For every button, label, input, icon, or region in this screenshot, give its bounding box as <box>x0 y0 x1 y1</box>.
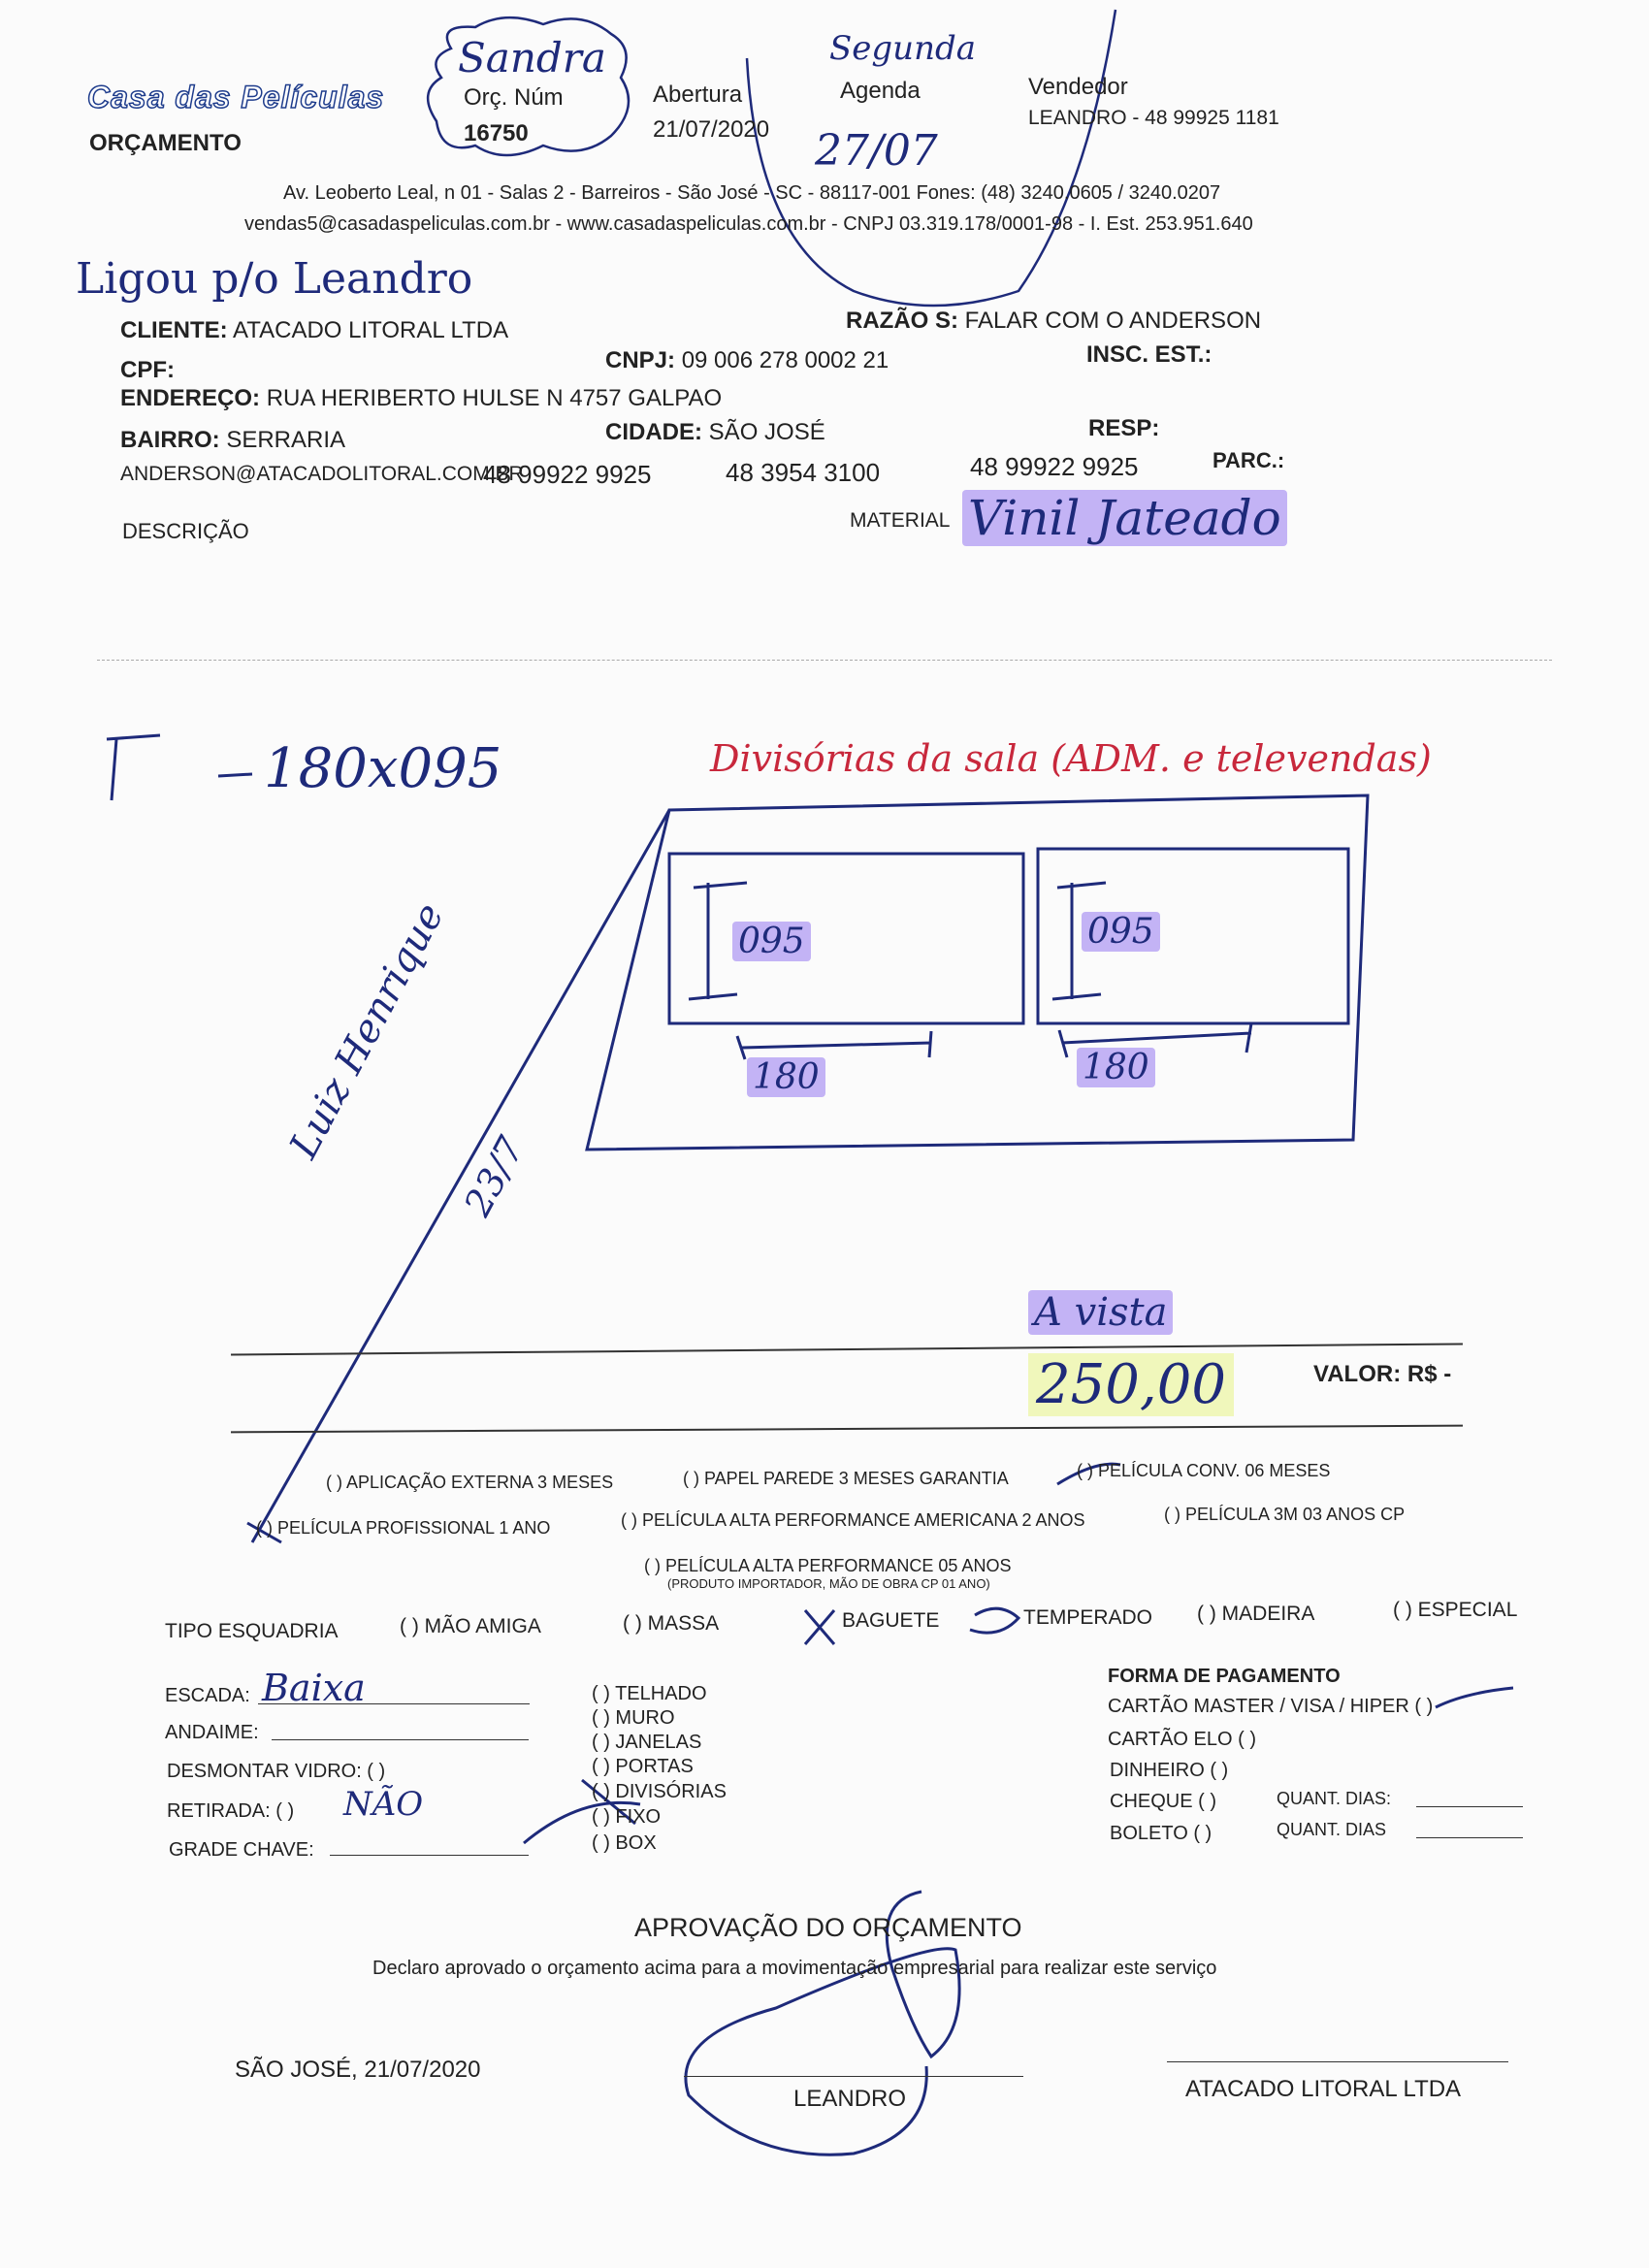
grade-chave-label: GRADE CHAVE: <box>169 1839 314 1861</box>
cpf-label: CPF: <box>120 357 175 383</box>
endereco-row <box>120 385 722 412</box>
cliente-value: ATACADO LITORAL LTDA <box>233 317 509 343</box>
bairro-label: BAIRRO: <box>120 427 220 453</box>
agenda-label: Agenda <box>840 78 921 104</box>
email: ANDERSON@ATACADOLITORAL.COM.BR <box>120 463 524 485</box>
cnpj-row <box>605 347 889 374</box>
a-vista: A vista <box>1028 1290 1173 1335</box>
option-papel-parede[interactable]: ( ) PAPEL PAREDE 3 MESES GARANTIA <box>683 1469 1009 1488</box>
cnpj-value: 09 006 278 0002 21 <box>681 347 889 373</box>
option-alta-performance-americana[interactable]: ( ) PELÍCULA ALTA PERFORMANCE AMERICANA 2 ANOS <box>621 1510 1085 1530</box>
pay-boleto[interactable]: BOLETO ( ) <box>1110 1823 1212 1844</box>
phone-3: 48 99922 9925 <box>970 452 1139 481</box>
signature-left-name: LEANDRO <box>793 2086 907 2112</box>
desmontar-vidro[interactable]: DESMONTAR VIDRO: ( ) <box>167 1761 386 1782</box>
esquadria-massa[interactable]: ( ) MASSA <box>623 1612 720 1635</box>
diagonal-date: 23/7 <box>456 1129 533 1223</box>
option-3m[interactable]: ( ) PELÍCULA 3M 03 ANOS CP <box>1164 1505 1406 1524</box>
vendedor-value: LEANDRO - 48 99925 1181 <box>1028 107 1279 129</box>
signature-line-left <box>684 2076 1023 2077</box>
material-label: MATERIAL <box>850 509 951 532</box>
razao-row <box>846 308 1261 335</box>
check-fixo[interactable]: ( ) FIXO <box>592 1806 662 1828</box>
label-h1: 095 <box>732 922 811 961</box>
pay-cheque[interactable]: CHEQUE ( ) <box>1110 1791 1216 1812</box>
pay-dinheiro[interactable]: DINHEIRO ( ) <box>1110 1760 1229 1781</box>
pay-boleto-dias: QUANT. DIAS <box>1277 1820 1387 1839</box>
place-date: SÃO JOSÉ, 21/07/2020 <box>235 2057 481 2083</box>
escada-value: Baixa <box>262 1667 366 1709</box>
valor-value: 250,00 <box>1028 1353 1234 1416</box>
orc-handwritten: Sandra <box>458 34 606 81</box>
check-janelas[interactable]: ( ) JANELAS <box>592 1732 702 1753</box>
endereco-label: ENDEREÇO: <box>120 385 261 411</box>
approval-title: APROVAÇÃO DO ORÇAMENTO <box>634 1913 1022 1942</box>
forma-pagamento-title: FORMA DE PAGAMENTO <box>1108 1666 1341 1687</box>
label-w2: 180 <box>1077 1048 1155 1087</box>
pay-cartao-master[interactable]: CARTÃO MASTER / VISA / HIPER ( ) <box>1108 1696 1434 1717</box>
option-pelicula-conv[interactable]: ( ) PELÍCULA CONV. 06 MESES <box>1077 1461 1331 1480</box>
descricao-label: DESCRIÇÃO <box>122 519 249 543</box>
check-telhado[interactable]: ( ) TELHADO <box>592 1683 707 1704</box>
brand-logo: Casa das Películas <box>87 80 385 114</box>
address-line-2: vendas5@casadaspeliculas.com.br - www.casadaspeliculas.com.br - CNPJ 03.319.178/0001-98 - I. Est. 253.951.640 <box>244 213 1253 235</box>
abertura-date: 21/07/2020 <box>653 116 770 143</box>
check-divisorias[interactable]: ( ) DIVISÓRIAS <box>592 1781 727 1802</box>
parc-label: PARC.: <box>1212 448 1285 472</box>
esquadria-temperado[interactable]: TEMPERADO <box>1023 1606 1153 1629</box>
boleto-dias-line <box>1416 1837 1523 1838</box>
esquadria-label: TIPO ESQUADRIA <box>165 1620 339 1642</box>
pay-cheque-dias: QUANT. DIAS: <box>1277 1789 1392 1808</box>
cliente-label: CLIENTE: <box>120 317 228 343</box>
agenda-hand-date: 27/07 <box>815 126 938 176</box>
pay-cartao-elo[interactable]: CARTÃO ELO ( ) <box>1108 1729 1256 1750</box>
signature-line-right <box>1167 2061 1508 2062</box>
check-portas[interactable]: ( ) PORTAS <box>592 1756 694 1777</box>
separator-line <box>97 660 1552 661</box>
option-alta-performance-05-note: (PRODUTO IMPORTADOR, MÃO DE OBRA CP 01 ANO) <box>667 1576 990 1591</box>
cidade-row <box>605 419 825 446</box>
cidade-label: CIDADE: <box>605 419 702 445</box>
vendedor-label: Vendedor <box>1028 74 1128 100</box>
option-aplicacao-externa[interactable]: ( ) APLICAÇÃO EXTERNA 3 MESES <box>326 1473 614 1492</box>
esquadria-madeira[interactable]: ( ) MADEIRA <box>1197 1603 1315 1625</box>
valor-label: VALOR: R$ - <box>1313 1361 1452 1387</box>
dimension-title: 180x095 <box>264 737 502 800</box>
orc-number: 16750 <box>464 120 529 146</box>
phone-2: 48 3954 3100 <box>726 458 881 487</box>
approval-text: Declaro aprovado o orçamento acima para a movimentação empresarial para realizar este serviço <box>372 1958 1217 1979</box>
signature-right-name: ATACADO LITORAL LTDA <box>1185 2076 1462 2102</box>
agenda-hand-day: Segunda <box>829 29 977 68</box>
escada-line <box>258 1703 530 1704</box>
grade-chave-line <box>330 1855 529 1856</box>
note-top: Ligou p/o Leandro <box>76 254 473 304</box>
escada-label: ESCADA: <box>165 1685 250 1706</box>
esquadria-mao-amiga[interactable]: ( ) MÃO AMIGA <box>400 1615 541 1637</box>
razao-value: FALAR COM O ANDERSON <box>964 308 1262 334</box>
cidade-value: SÃO JOSÉ <box>708 419 825 445</box>
doc-type: ORÇAMENTO <box>89 130 242 156</box>
insc-label: INSC. EST.: <box>1086 341 1212 368</box>
resp-label: RESP: <box>1088 415 1160 441</box>
andaime-label: ANDAIME: <box>165 1722 259 1743</box>
address-line-1: Av. Leoberto Leal, n 01 - Salas 2 - Barreiros - São José - SC - 88117-001 Fones: (48) 3240.0605 / 3240.0207 <box>283 182 1221 204</box>
retirada-value: NÃO <box>343 1785 424 1824</box>
cheque-dias-line <box>1416 1806 1523 1807</box>
option-alta-performance-05[interactable]: ( ) PELÍCULA ALTA PERFORMANCE 05 ANOS <box>644 1556 1012 1575</box>
cliente-row <box>120 317 508 344</box>
phone-1: 48 99922 9925 <box>483 460 652 489</box>
andaime-line <box>272 1739 529 1740</box>
diagonal-name: Luiz Henrique <box>281 895 453 1166</box>
bairro-row <box>120 427 345 454</box>
check-muro[interactable]: ( ) MURO <box>592 1707 675 1729</box>
bairro-value: SERRARIA <box>226 427 346 453</box>
retirada-label[interactable]: RETIRADA: ( ) <box>167 1800 295 1822</box>
endereco-value: RUA HERIBERTO HULSE N 4757 GALPAO <box>266 385 723 411</box>
label-h2: 095 <box>1082 912 1160 952</box>
abertura-label: Abertura <box>653 81 743 108</box>
esquadria-baguete[interactable]: BAGUETE <box>842 1609 940 1632</box>
sketch-note: Divisórias da sala (ADM. e televendas) <box>710 737 1432 780</box>
orc-number-label: Orç. Núm <box>464 84 564 111</box>
razao-label: RAZÃO S: <box>846 308 958 334</box>
cnpj-label: CNPJ: <box>605 347 676 373</box>
label-w1: 180 <box>747 1057 825 1097</box>
material-value: Vinil Jateado <box>962 490 1287 546</box>
esquadria-especial[interactable]: ( ) ESPECIAL <box>1393 1599 1518 1621</box>
option-pelicula-profissional[interactable]: ( ) PELÍCULA PROFISSIONAL 1 ANO <box>256 1518 551 1538</box>
check-box[interactable]: ( ) BOX <box>592 1832 657 1854</box>
